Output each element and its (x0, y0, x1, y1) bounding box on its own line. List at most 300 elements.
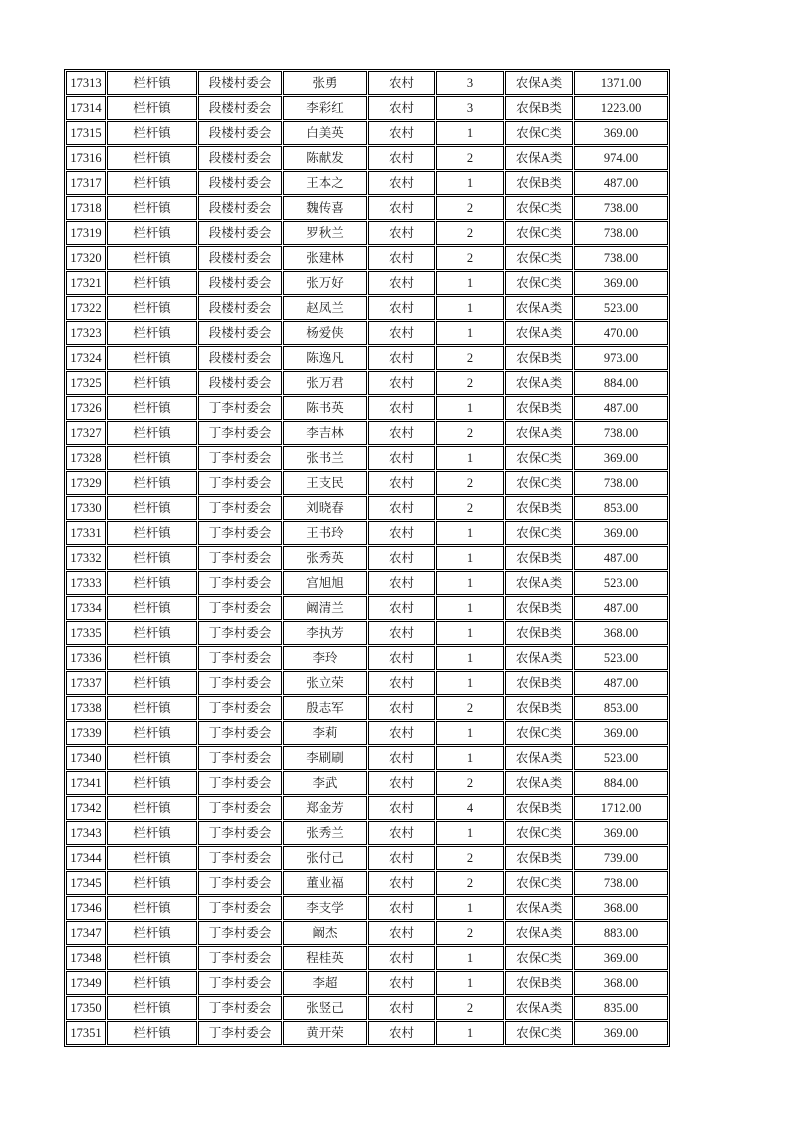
amount-cell: 369.00 (574, 821, 668, 845)
amount-cell: 369.00 (574, 271, 668, 295)
table-row (66, 196, 668, 220)
table-row (66, 1021, 668, 1045)
residence-type-cell: 农村 (368, 821, 435, 845)
village-committee-cell: 丁李村委会 (198, 646, 282, 670)
village-committee-cell: 丁李村委会 (198, 521, 282, 545)
person-count-cell: 1 (436, 321, 504, 345)
town-cell: 栏杆镇 (107, 321, 197, 345)
village-committee-cell: 段楼村委会 (198, 221, 282, 245)
village-committee-cell: 段楼村委会 (198, 171, 282, 195)
town-cell: 栏杆镇 (107, 821, 197, 845)
record-id-cell: 17337 (66, 671, 106, 695)
town-cell: 栏杆镇 (107, 496, 197, 520)
village-committee-cell: 丁李村委会 (198, 1021, 282, 1045)
residence-type-cell: 农村 (368, 496, 435, 520)
person-name-cell: 王本之 (283, 171, 367, 195)
insurance-category-cell: 农保A类 (505, 71, 573, 95)
village-committee-cell: 丁李村委会 (198, 546, 282, 570)
town-cell: 栏杆镇 (107, 246, 197, 270)
village-committee-cell: 丁李村委会 (198, 946, 282, 970)
village-committee-cell: 丁李村委会 (198, 571, 282, 595)
town-cell: 栏杆镇 (107, 521, 197, 545)
record-id-cell: 17345 (66, 871, 106, 895)
person-count-cell: 1 (436, 521, 504, 545)
person-name-cell: 张万君 (283, 371, 367, 395)
residence-type-cell: 农村 (368, 371, 435, 395)
table-row (66, 396, 668, 420)
table-row (66, 896, 668, 920)
insurance-category-cell: 农保B类 (505, 96, 573, 120)
residence-type-cell: 农村 (368, 446, 435, 470)
insurance-category-cell: 农保C类 (505, 871, 573, 895)
record-id-cell: 17328 (66, 446, 106, 470)
residence-type-cell: 农村 (368, 171, 435, 195)
table-row (66, 821, 668, 845)
person-name-cell: 殷志军 (283, 696, 367, 720)
table-row (66, 746, 668, 770)
residence-type-cell: 农村 (368, 546, 435, 570)
record-id-cell: 17331 (66, 521, 106, 545)
village-committee-cell: 段楼村委会 (198, 371, 282, 395)
town-cell: 栏杆镇 (107, 921, 197, 945)
record-id-cell: 17344 (66, 846, 106, 870)
village-committee-cell: 丁李村委会 (198, 621, 282, 645)
insurance-category-cell: 农保B类 (505, 546, 573, 570)
table-row (66, 996, 668, 1020)
village-committee-cell: 段楼村委会 (198, 321, 282, 345)
insurance-category-cell: 农保C类 (505, 721, 573, 745)
record-id-cell: 17333 (66, 571, 106, 595)
amount-cell: 523.00 (574, 746, 668, 770)
residence-type-cell: 农村 (368, 71, 435, 95)
person-count-cell: 1 (436, 896, 504, 920)
amount-cell: 739.00 (574, 846, 668, 870)
amount-cell: 487.00 (574, 671, 668, 695)
table-row (66, 96, 668, 120)
table-row (66, 246, 668, 270)
record-id-cell: 17343 (66, 821, 106, 845)
residence-type-cell: 农村 (368, 421, 435, 445)
amount-cell: 523.00 (574, 571, 668, 595)
person-count-cell: 2 (436, 696, 504, 720)
person-count-cell: 3 (436, 96, 504, 120)
insurance-category-cell: 农保B类 (505, 346, 573, 370)
town-cell: 栏杆镇 (107, 446, 197, 470)
person-name-cell: 李彩红 (283, 96, 367, 120)
insurance-category-cell: 农保B类 (505, 621, 573, 645)
person-count-cell: 2 (436, 846, 504, 870)
record-id-cell: 17323 (66, 321, 106, 345)
person-count-cell: 1 (436, 821, 504, 845)
residence-type-cell: 农村 (368, 971, 435, 995)
insurance-category-cell: 农保A类 (505, 646, 573, 670)
person-name-cell: 白美英 (283, 121, 367, 145)
insurance-category-cell: 农保C类 (505, 221, 573, 245)
residence-type-cell: 农村 (368, 696, 435, 720)
insurance-category-cell: 农保C类 (505, 1021, 573, 1045)
insurance-category-cell: 农保A类 (505, 921, 573, 945)
person-count-cell: 1 (436, 396, 504, 420)
person-count-cell: 1 (436, 296, 504, 320)
person-count-cell: 2 (436, 996, 504, 1020)
village-committee-cell: 丁李村委会 (198, 896, 282, 920)
amount-cell: 974.00 (574, 146, 668, 170)
person-count-cell: 2 (436, 496, 504, 520)
person-name-cell: 李执芳 (283, 621, 367, 645)
record-id-cell: 17318 (66, 196, 106, 220)
village-committee-cell: 丁李村委会 (198, 596, 282, 620)
town-cell: 栏杆镇 (107, 671, 197, 695)
record-id-cell: 17325 (66, 371, 106, 395)
amount-cell: 738.00 (574, 196, 668, 220)
village-committee-cell: 丁李村委会 (198, 696, 282, 720)
table-row (66, 596, 668, 620)
table-row (66, 771, 668, 795)
amount-cell: 523.00 (574, 296, 668, 320)
person-count-cell: 1 (436, 971, 504, 995)
record-id-cell: 17340 (66, 746, 106, 770)
record-id-cell: 17336 (66, 646, 106, 670)
person-count-cell: 1 (436, 646, 504, 670)
person-name-cell: 张秀英 (283, 546, 367, 570)
person-name-cell: 李刷刷 (283, 746, 367, 770)
amount-cell: 369.00 (574, 946, 668, 970)
person-name-cell: 李支学 (283, 896, 367, 920)
record-id-cell: 17319 (66, 221, 106, 245)
town-cell: 栏杆镇 (107, 596, 197, 620)
person-name-cell: 张万好 (283, 271, 367, 295)
residence-type-cell: 农村 (368, 771, 435, 795)
insurance-category-cell: 农保A类 (505, 896, 573, 920)
insurance-category-cell: 农保B类 (505, 971, 573, 995)
person-name-cell: 李吉林 (283, 421, 367, 445)
person-name-cell: 罗秋兰 (283, 221, 367, 245)
town-cell: 栏杆镇 (107, 621, 197, 645)
town-cell: 栏杆镇 (107, 71, 197, 95)
village-committee-cell: 丁李村委会 (198, 721, 282, 745)
insurance-category-cell: 农保C类 (505, 471, 573, 495)
residence-type-cell: 农村 (368, 721, 435, 745)
amount-cell: 368.00 (574, 896, 668, 920)
insurance-category-cell: 农保C类 (505, 121, 573, 145)
record-id-cell: 17326 (66, 396, 106, 420)
table-row (66, 321, 668, 345)
village-committee-cell: 丁李村委会 (198, 746, 282, 770)
amount-cell: 368.00 (574, 621, 668, 645)
town-cell: 栏杆镇 (107, 996, 197, 1020)
amount-cell: 884.00 (574, 771, 668, 795)
person-name-cell: 李武 (283, 771, 367, 795)
insurance-category-cell: 农保A类 (505, 296, 573, 320)
amount-cell: 738.00 (574, 471, 668, 495)
village-committee-cell: 丁李村委会 (198, 771, 282, 795)
records-table-body (66, 71, 668, 1045)
table-row (66, 521, 668, 545)
town-cell: 栏杆镇 (107, 846, 197, 870)
insurance-category-cell: 农保B类 (505, 171, 573, 195)
person-count-cell: 1 (436, 546, 504, 570)
record-id-cell: 17342 (66, 796, 106, 820)
person-name-cell: 李玲 (283, 646, 367, 670)
residence-type-cell: 农村 (368, 521, 435, 545)
town-cell: 栏杆镇 (107, 646, 197, 670)
record-id-cell: 17330 (66, 496, 106, 520)
table-row (66, 471, 668, 495)
residence-type-cell: 农村 (368, 1021, 435, 1045)
amount-cell: 1223.00 (574, 96, 668, 120)
residence-type-cell: 农村 (368, 146, 435, 170)
record-id-cell: 17339 (66, 721, 106, 745)
person-name-cell: 张竖己 (283, 996, 367, 1020)
table-row (66, 971, 668, 995)
record-id-cell: 17322 (66, 296, 106, 320)
person-count-cell: 2 (436, 146, 504, 170)
table-row (66, 921, 668, 945)
person-count-cell: 2 (436, 421, 504, 445)
person-name-cell: 程桂英 (283, 946, 367, 970)
residence-type-cell: 农村 (368, 471, 435, 495)
table-row (66, 946, 668, 970)
residence-type-cell: 农村 (368, 746, 435, 770)
residence-type-cell: 农村 (368, 921, 435, 945)
village-committee-cell: 段楼村委会 (198, 246, 282, 270)
residence-type-cell: 农村 (368, 346, 435, 370)
table-row (66, 346, 668, 370)
person-count-cell: 1 (436, 121, 504, 145)
person-count-cell: 2 (436, 871, 504, 895)
residence-type-cell: 农村 (368, 996, 435, 1020)
village-committee-cell: 段楼村委会 (198, 71, 282, 95)
residence-type-cell: 农村 (368, 246, 435, 270)
town-cell: 栏杆镇 (107, 146, 197, 170)
record-id-cell: 17338 (66, 696, 106, 720)
amount-cell: 884.00 (574, 371, 668, 395)
record-id-cell: 17317 (66, 171, 106, 195)
village-committee-cell: 丁李村委会 (198, 796, 282, 820)
person-name-cell: 宫旭旭 (283, 571, 367, 595)
insurance-category-cell: 农保B类 (505, 846, 573, 870)
amount-cell: 523.00 (574, 646, 668, 670)
village-committee-cell: 丁李村委会 (198, 446, 282, 470)
person-count-cell: 1 (436, 1021, 504, 1045)
person-count-cell: 1 (436, 171, 504, 195)
person-name-cell: 张书兰 (283, 446, 367, 470)
table-row (66, 121, 668, 145)
village-committee-cell: 丁李村委会 (198, 396, 282, 420)
table-row (66, 671, 668, 695)
village-committee-cell: 丁李村委会 (198, 846, 282, 870)
village-committee-cell: 丁李村委会 (198, 471, 282, 495)
record-id-cell: 17320 (66, 246, 106, 270)
person-name-cell: 阚杰 (283, 921, 367, 945)
table-row (66, 421, 668, 445)
person-count-cell: 1 (436, 671, 504, 695)
town-cell: 栏杆镇 (107, 1021, 197, 1045)
amount-cell: 835.00 (574, 996, 668, 1020)
insurance-category-cell: 农保B类 (505, 671, 573, 695)
table-row (66, 846, 668, 870)
table-row (66, 71, 668, 95)
amount-cell: 1712.00 (574, 796, 668, 820)
village-committee-cell: 段楼村委会 (198, 296, 282, 320)
town-cell: 栏杆镇 (107, 971, 197, 995)
insurance-category-cell: 农保C类 (505, 246, 573, 270)
person-name-cell: 王支民 (283, 471, 367, 495)
record-id-cell: 17316 (66, 146, 106, 170)
person-name-cell: 杨爱侠 (283, 321, 367, 345)
person-name-cell: 阚清兰 (283, 596, 367, 620)
person-name-cell: 魏传喜 (283, 196, 367, 220)
insurance-category-cell: 农保B类 (505, 696, 573, 720)
person-count-cell: 2 (436, 346, 504, 370)
table-row (66, 721, 668, 745)
record-id-cell: 17334 (66, 596, 106, 620)
town-cell: 栏杆镇 (107, 371, 197, 395)
insurance-category-cell: 农保B类 (505, 796, 573, 820)
residence-type-cell: 农村 (368, 671, 435, 695)
person-name-cell: 王书玲 (283, 521, 367, 545)
town-cell: 栏杆镇 (107, 121, 197, 145)
town-cell: 栏杆镇 (107, 271, 197, 295)
village-committee-cell: 段楼村委会 (198, 346, 282, 370)
person-count-cell: 1 (436, 446, 504, 470)
town-cell: 栏杆镇 (107, 196, 197, 220)
table-row (66, 146, 668, 170)
insurance-category-cell: 农保C类 (505, 271, 573, 295)
amount-cell: 470.00 (574, 321, 668, 345)
insurance-category-cell: 农保A类 (505, 746, 573, 770)
table-row (66, 796, 668, 820)
amount-cell: 738.00 (574, 421, 668, 445)
town-cell: 栏杆镇 (107, 696, 197, 720)
table-row (66, 871, 668, 895)
insurance-category-cell: 农保B类 (505, 596, 573, 620)
town-cell: 栏杆镇 (107, 221, 197, 245)
person-name-cell: 陈献发 (283, 146, 367, 170)
person-count-cell: 2 (436, 196, 504, 220)
insurance-category-cell: 农保A类 (505, 571, 573, 595)
residence-type-cell: 农村 (368, 571, 435, 595)
person-name-cell: 李超 (283, 971, 367, 995)
record-id-cell: 17327 (66, 421, 106, 445)
town-cell: 栏杆镇 (107, 96, 197, 120)
person-count-cell: 2 (436, 371, 504, 395)
village-committee-cell: 段楼村委会 (198, 196, 282, 220)
amount-cell: 738.00 (574, 871, 668, 895)
residence-type-cell: 农村 (368, 271, 435, 295)
person-count-cell: 3 (436, 71, 504, 95)
record-id-cell: 17313 (66, 71, 106, 95)
residence-type-cell: 农村 (368, 796, 435, 820)
insurance-category-cell: 农保A类 (505, 996, 573, 1020)
village-committee-cell: 段楼村委会 (198, 121, 282, 145)
insurance-category-cell: 农保B类 (505, 496, 573, 520)
table-row (66, 271, 668, 295)
insurance-category-cell: 农保C类 (505, 446, 573, 470)
person-name-cell: 张付己 (283, 846, 367, 870)
amount-cell: 1371.00 (574, 71, 668, 95)
person-count-cell: 2 (436, 771, 504, 795)
person-name-cell: 赵凤兰 (283, 296, 367, 320)
table-row (66, 171, 668, 195)
person-name-cell: 郑金芳 (283, 796, 367, 820)
town-cell: 栏杆镇 (107, 721, 197, 745)
amount-cell: 369.00 (574, 521, 668, 545)
person-name-cell: 刘晓春 (283, 496, 367, 520)
person-name-cell: 张秀兰 (283, 821, 367, 845)
table-row (66, 221, 668, 245)
town-cell: 栏杆镇 (107, 396, 197, 420)
table-row (66, 646, 668, 670)
town-cell: 栏杆镇 (107, 346, 197, 370)
insurance-category-cell: 农保C类 (505, 821, 573, 845)
record-id-cell: 17321 (66, 271, 106, 295)
village-committee-cell: 丁李村委会 (198, 421, 282, 445)
insurance-category-cell: 农保A类 (505, 771, 573, 795)
person-count-cell: 1 (436, 621, 504, 645)
village-committee-cell: 段楼村委会 (198, 146, 282, 170)
town-cell: 栏杆镇 (107, 771, 197, 795)
amount-cell: 487.00 (574, 546, 668, 570)
village-committee-cell: 丁李村委会 (198, 671, 282, 695)
amount-cell: 369.00 (574, 121, 668, 145)
town-cell: 栏杆镇 (107, 946, 197, 970)
residence-type-cell: 农村 (368, 846, 435, 870)
person-name-cell: 陈逸凡 (283, 346, 367, 370)
residence-type-cell: 农村 (368, 221, 435, 245)
town-cell: 栏杆镇 (107, 471, 197, 495)
person-count-cell: 1 (436, 271, 504, 295)
person-count-cell: 1 (436, 746, 504, 770)
table-row (66, 696, 668, 720)
table-row (66, 446, 668, 470)
person-count-cell: 2 (436, 471, 504, 495)
village-committee-cell: 丁李村委会 (198, 496, 282, 520)
record-id-cell: 17341 (66, 771, 106, 795)
person-count-cell: 2 (436, 921, 504, 945)
town-cell: 栏杆镇 (107, 746, 197, 770)
residence-type-cell: 农村 (368, 621, 435, 645)
village-committee-cell: 段楼村委会 (198, 271, 282, 295)
residence-type-cell: 农村 (368, 596, 435, 620)
amount-cell: 883.00 (574, 921, 668, 945)
residence-type-cell: 农村 (368, 121, 435, 145)
amount-cell: 738.00 (574, 246, 668, 270)
amount-cell: 973.00 (574, 346, 668, 370)
village-committee-cell: 丁李村委会 (198, 996, 282, 1020)
person-name-cell: 陈书英 (283, 396, 367, 420)
record-id-cell: 17314 (66, 96, 106, 120)
town-cell: 栏杆镇 (107, 546, 197, 570)
amount-cell: 738.00 (574, 221, 668, 245)
town-cell: 栏杆镇 (107, 296, 197, 320)
insurance-category-cell: 农保A类 (505, 321, 573, 345)
residence-type-cell: 农村 (368, 896, 435, 920)
person-count-cell: 1 (436, 596, 504, 620)
residence-type-cell: 农村 (368, 871, 435, 895)
table-row (66, 371, 668, 395)
person-count-cell: 1 (436, 721, 504, 745)
insurance-roster-table (64, 69, 670, 1047)
table-row (66, 496, 668, 520)
amount-cell: 487.00 (574, 396, 668, 420)
insurance-category-cell: 农保B类 (505, 396, 573, 420)
record-id-cell: 17329 (66, 471, 106, 495)
table-row (66, 621, 668, 645)
residence-type-cell: 农村 (368, 646, 435, 670)
insurance-category-cell: 农保A类 (505, 371, 573, 395)
town-cell: 栏杆镇 (107, 796, 197, 820)
